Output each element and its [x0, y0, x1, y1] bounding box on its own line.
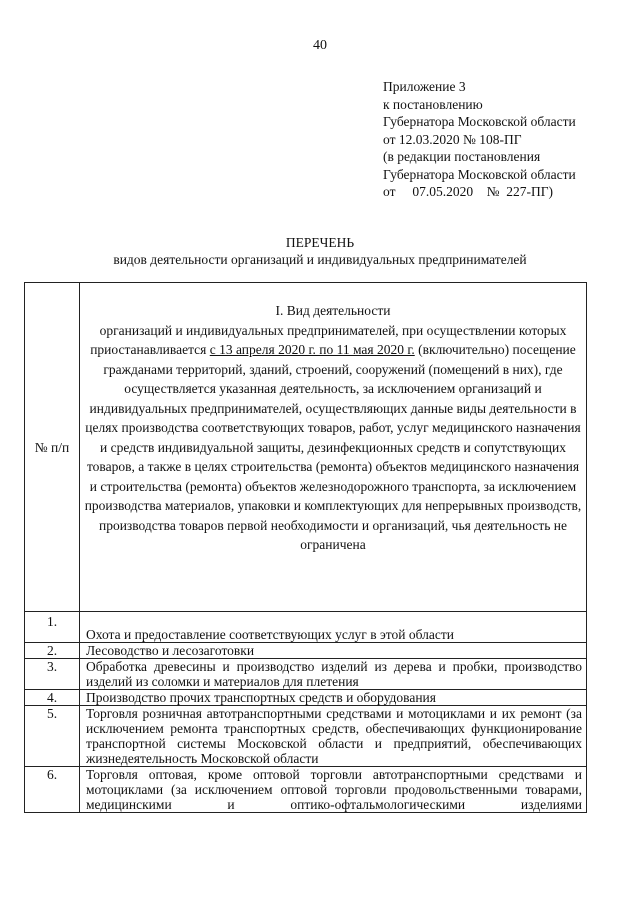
row-text: Обработка древесины и производство изделий из дерева и пробки, производство изделий из соломки и материалов для плетения [80, 659, 587, 690]
row-number: 4. [25, 690, 80, 706]
table-row [25, 659, 587, 690]
row-text: Производство прочих транспортных средств и оборудования [80, 690, 587, 706]
appendix-line: (в редакции постановления [383, 149, 541, 164]
appendix-line: Губернатора Московской области [383, 166, 576, 182]
appendix-line: Приложение 3 [383, 79, 466, 94]
appendix-line: к постановлению [383, 96, 483, 112]
row-text: Торговля розничная автотранспортными средствами и мотоциклами и их ремонт (за исключением ремонта транспортных средств, обеспечивающих функционирование транспортной системы Московской области и предприятий, обеспечивающих жизнедеятельность Московской области [80, 706, 587, 767]
appendix-line: от 12.03.2020 № 108-ПГ [383, 131, 522, 147]
row-number: 5. [25, 706, 80, 767]
table-row [25, 612, 587, 643]
table-row [25, 767, 587, 813]
row-number: 1. [25, 612, 80, 643]
row-text: Лесоводство и лесозаготовки [80, 643, 587, 659]
section-date-range: с 13 апреля 2020 г. по 11 мая 2020 г. [209, 342, 415, 357]
activities-table [24, 282, 587, 813]
table-row [25, 643, 587, 659]
row-number: 6. [25, 767, 80, 813]
table-row [25, 690, 587, 706]
page-number: 40 [313, 38, 327, 53]
appendix-line: от 07.05.2020 № 227-ПГ) [383, 184, 554, 199]
row-number: 3. [25, 659, 80, 690]
row-text: Торговля оптовая, кроме оптовой торговли автотранспортными средствами и мотоциклами (за исключением оптовой торговли продовольственными товарами, медицинскими и оптико-офтальмологическими изделиями [80, 767, 587, 813]
appendix-line: Губернатора Московской области [383, 114, 576, 129]
section-title: I. Вид деятельности [275, 303, 391, 318]
num-column-header: № п/п [25, 283, 80, 612]
table-header-row [25, 283, 587, 612]
table-row [25, 706, 587, 767]
row-number: 2. [25, 643, 80, 659]
section-text-after: (включительно) посещение гражданами территорий, зданий, строений, сооружений (помещений в них), где осуществляется указанная деятельность, за исключением организаций и индивидуальных предпринимателей, осуществляющих данные виды деятельности в целях производства соответствующих товаров, работ, услуг медицинского назначения и средств индивидуальной защиты, дезинфекционных средств и сопутствующих товаров, а также в целях строительства (ремонта) объектов медицинского назначения и строительства (ремонта) объектов железнодорожного транспорта, за исключением производства материалов, упаковки и комплектующих для непрерывных производств, производства товаров первой необходимости и организаций, чья деятельность не ограничена [84, 342, 582, 552]
document-subtitle: видов деятельности организаций и индивидуальных предпринимателей [113, 252, 527, 267]
document-title: ПЕРЕЧЕНЬ [285, 235, 355, 250]
document-heading [0, 234, 640, 268]
section-text-before: организаций и индивидуальных предпринимателей, при осуществлении которых приостанавливается [90, 322, 567, 357]
section-header-cell [80, 283, 587, 612]
appendix-block [383, 78, 576, 201]
row-text: Охота и предоставление соответствующих услуг в этой области [80, 612, 587, 643]
